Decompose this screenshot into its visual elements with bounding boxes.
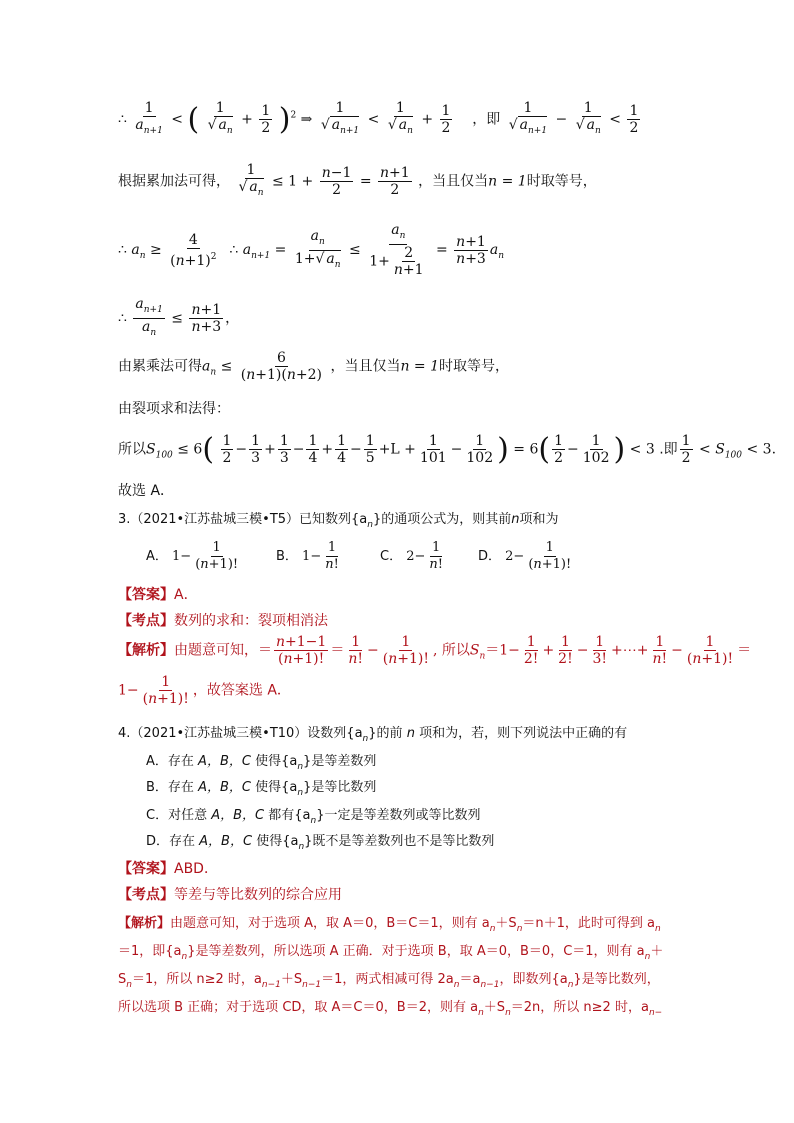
point-value: 数列的求和：裂项相消法: [174, 613, 328, 629]
fraction: $\frac{n+1}{n+3}$: [456, 233, 486, 267]
q4-analysis-line-1: 【解析】由题意可知，对于选项 A，取 A＝0，B＝C＝1，则有 $a_n+S_n=n+1$，此时可得到 $a_n$: [118, 916, 661, 934]
text: 所以: [118, 441, 146, 458]
text: 时取等号，: [526, 173, 597, 190]
answer-tag: 【答案】: [118, 587, 174, 603]
point-tag: 【考点】: [118, 613, 174, 629]
text: 由累乘法可得: [118, 358, 202, 375]
derivation-line-4: ∴ $\frac{a_{n+1}}{a_n}$ ≤ $\frac{n+1}{n+3}$ ，: [118, 296, 239, 341]
q4-analysis-line-4: 所以选项 B 正确；对于选项 CD，取 A＝C＝0，B＝2，则有 $a_n+S_n=2n$，所以 n≥2 时，$a_{n-}$: [118, 1000, 663, 1018]
therefore-symbol: ∴: [118, 310, 127, 327]
q4-answer: [118, 858, 218, 878]
derivation-line-1: ∴ $\frac{1}{a_{n+1}}$ < ( $\frac{1}{√ a_n}$ + $\frac{1}{2}$ )$^2$ ⇒ $\frac{1}{√ a_{n+1}}$ < $\frac{1}{√ a_n}$ + $\frac{1}{2}$ ，即 $\frac{1}{√ a_{n+1}}$ − $\frac{1}{√ a_n}$ < $\frac{1}{2}$: [118, 100, 639, 137]
fraction: $\frac{1}{a_{n+1}}$: [135, 100, 163, 136]
fraction: $a_n$ 1+ $\frac{2}{n+1}$: [369, 222, 424, 278]
text: ，当且仅当: [418, 173, 489, 190]
answer-tag: 【答案】: [118, 861, 174, 877]
q4-analysis-line-2: ＝1，即$\{a_n\}$是等差数列，所以选项 A 正确．对于选项 B，取 A＝0，B＝0，C＝1，则有 $a_n+$: [118, 944, 664, 962]
q4-option-a[interactable]: A．存在 A，B，C 使得$\{a_n\}$是等差数列: [146, 754, 377, 772]
q3-stem: 3.（2021•江苏盐城三模•T5）已知数列$\{a_n\}$的通项公式为，则其前n项和为: [118, 512, 559, 530]
therefore-symbol: ∴: [118, 242, 127, 258]
q3-answer: [118, 584, 198, 604]
fraction: $\frac{1}{√ a_{n+1}}$: [508, 100, 548, 136]
answer-value: ABD．: [174, 861, 218, 877]
fraction: $\frac{1}{√ a_n}$: [575, 100, 601, 136]
q3-analysis-line-2: 1− $\frac{1}{(n+1)!}$ ，故答案选 A．: [118, 674, 291, 707]
condition: n = 1: [400, 358, 440, 375]
fraction: $\frac{a_n}{1+√ a_n}$: [294, 227, 341, 270]
condition: n = 1: [488, 173, 527, 190]
fraction: $\frac{1}{√ a_{n+1}}$: [320, 100, 360, 136]
text: ，当且仅当: [330, 358, 401, 375]
fraction: $\frac{n-1}{2}$: [321, 165, 352, 198]
fraction: $\frac{1}{2}$: [441, 103, 451, 136]
q4-stem: 4.（2021•江苏盐城三模•T10）设数列$\{a_n\}$的前 n 项和为，若，则下列说法中正确的有: [118, 726, 628, 744]
q3-point: [118, 610, 328, 630]
q3-option-a[interactable]: A． 1− $\frac{1}{(n+1)!}$: [146, 540, 239, 572]
text: .即: [659, 441, 678, 458]
text: 时取等号，: [439, 358, 510, 375]
derivation-line-6: 由裂项求和法得：: [118, 401, 230, 417]
text: 根据累加法可得，: [118, 173, 230, 190]
q4-option-c[interactable]: C．对任意 A，B，C 都有$\{a_n\}$一定是等差数列或等比数列: [146, 808, 481, 826]
q3-analysis-line-1: 【解析】由题意可知，＝ $\frac{n+1-1}{(n+1)!}$ ＝ $\frac{1}{n!}$ − $\frac{1}{(n+1)!}$ , 所以$S_n=1-$ $\frac{1}{2!}$ + $\frac{1}{2!}$ − $\frac{1}{3!}$ +⋯+ $\frac{1}{n!}$ − $\frac{1}{(n+1)!}$ ＝: [118, 634, 752, 667]
q4-option-b[interactable]: B．存在 A，B，C 使得$\{a_n\}$是等比数列: [146, 780, 377, 798]
q4-analysis-line-3: $S_n=1$，所以 n≥2 时，$a_{n-1}+S_{n-1}=1$，两式相减可得 $2a_n=a_{n-1}$，即数列$\{a_n\}$是等比数列，: [118, 972, 660, 990]
derivation-line-5: 由累乘法可得$a_n$ ≤ $\frac{6}{(n+1)(n+2)}$ ，当且仅当n = 1时取等号，: [118, 350, 510, 383]
q3-option-d[interactable]: D． 2− $\frac{1}{(n+1)!}$: [478, 540, 572, 572]
therefore-symbol: ∴: [118, 111, 127, 128]
analysis-tag: 【解析】: [118, 642, 174, 659]
fraction: $\frac{1}{√ a_n}$: [238, 162, 264, 198]
point-tag: 【考点】: [118, 887, 174, 903]
fraction: $\frac{1}{√ a_n}$: [207, 100, 233, 136]
q3-option-c[interactable]: C． 2− $\frac{1}{n!}$: [380, 540, 443, 572]
fraction: $\frac{4}{(n+1)^2}$: [170, 231, 217, 269]
point-value: 等差与等比数列的综合应用: [174, 887, 342, 903]
answer-value: A．: [174, 587, 198, 603]
q4-point: [118, 884, 342, 904]
fraction: $\frac{1}{√ a_n}$: [387, 100, 413, 136]
derivation-line-3: ∴ $a_n$ ≥ $\frac{4}{(n+1)^2}$ ∴ $a_{n+1}$ = $\frac{a_n}{1+√ a_n}$ ≤ $a_n$ 1+ $\frac{2}{n+1}$ = $\frac{n+1}{n+3}$ $a_n$: [118, 222, 504, 278]
fraction: $\frac{n+1}{n+3}$: [191, 302, 222, 335]
conclusion: 故选 A．: [118, 483, 175, 499]
fraction: $\frac{1}{2}$: [629, 103, 639, 136]
connector-text: ，即: [472, 111, 501, 128]
derivation-line-2: 根据累加法可得， $\frac{1}{√ a_n}$ ≤ 1 + $\frac{n-1}{2}$ = $\frac{n+1}{2}$ ，当且仅当n = 1时取等号，: [118, 162, 597, 201]
fraction: $\frac{1}{2}$: [261, 103, 271, 136]
fraction: $\frac{a_{n+1}}{a_n}$: [135, 296, 163, 338]
q3-option-b[interactable]: B． 1− $\frac{1}{n!}$: [276, 540, 339, 572]
fraction: $\frac{n+1}{2}$: [380, 165, 410, 198]
derivation-line-7: 所以$S_{100} \le 6$( $\frac{1}{2}$ − $\frac{1}{3}$ + $\frac{1}{3}$ − $\frac{1}{4}$ + $\frac{1}{4}$ − $\frac{1}{5}$ +L + $\frac{1}{101}$ − $\frac{1}{102}$ ) = 6( $\frac{1}{2}$ − $\frac{1}{102}$ ) < 3 .即 $\frac{1}{2}$ < $S_{100} < 3$.: [118, 432, 777, 467]
analysis-tag: 【解析】: [118, 916, 171, 931]
fraction: $\frac{6}{(n+1)(n+2)}$: [240, 350, 322, 383]
q4-option-d[interactable]: D．存在 A，B，C 使得$\{a_n\}$既不是等差数列也不是等比数列: [146, 834, 495, 852]
